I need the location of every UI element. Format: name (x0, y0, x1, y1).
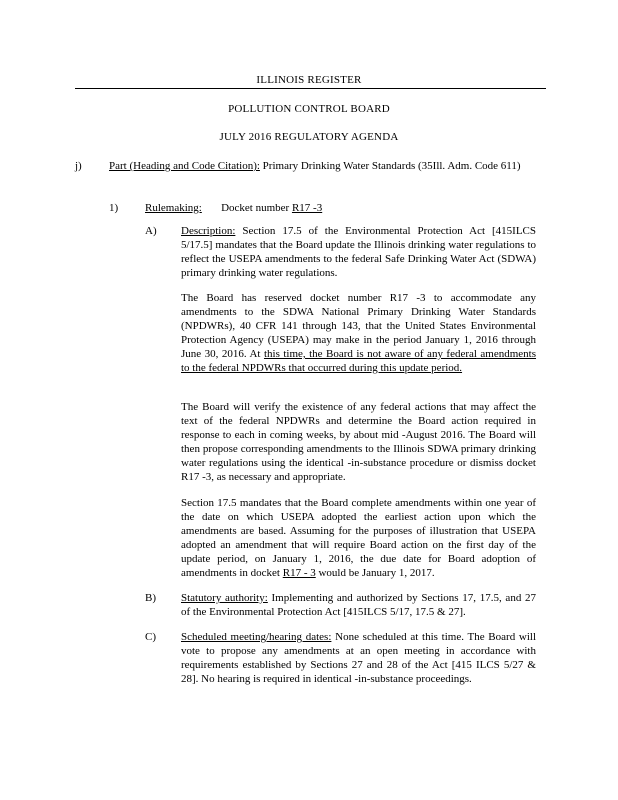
section-j-heading (109, 159, 536, 173)
B-label: Statutory authority: (181, 592, 268, 604)
part-label: Part (Heading and Code Citation): (109, 160, 260, 172)
rulemaking-label: Rulemaking: (145, 202, 202, 214)
C-label: Scheduled meeting/hearing dates: (181, 631, 332, 643)
C-marker: C) (145, 631, 156, 643)
A-para3: The Board will verify the existence of any federal actions that may affect the text of the federal NPDWRs and determine the Board action required in response to each in coming weeks, by about mid -August 2016. The Board will then propose corresponding amendments to the Illinois SDWA primary drinking water regulations using the identical -in-substance procedure or dismiss docket R17 -3, as necessary and appropriate. (181, 401, 536, 483)
C-text: None scheduled at this time. The Board will vote to propose any amendments at an open meeting in accordance with requirements established by Sections 27 and 28 of the Act [415 ILCS 5/27 & 28]. No hearing is required in identical -in-substance proceedings. (181, 631, 537, 685)
A-para4-text: Section 17.5 mandates that the Board complete amendments within one year of the date on which USEPA adopted the earliest action upon which the amendments are based. Assuming for the purposes of illustration that USEPA adopted an amendment that will require Board action on the first day of the update period, on January 1, 2016, the due date for Board adoption of amendments in docket (181, 497, 536, 579)
A-label: Description: (181, 225, 236, 237)
A-para2-underlined: this time, the Board is not aware of any federal amendments to the federal NPDWRs that occurred during this update period. (181, 348, 537, 374)
C-scheduled-dates (181, 630, 536, 686)
B-statutory-authority (181, 591, 536, 619)
A-para4-docket: R17 - 3 (282, 567, 316, 579)
rulemaking-line (145, 201, 445, 215)
register-title: ILLINOIS REGISTER (256, 74, 362, 86)
board-title: POLLUTION CONTROL BOARD (228, 103, 390, 115)
agenda-title: JULY 2016 REGULATORY AGENDA (219, 131, 399, 143)
A-para4 (181, 496, 536, 580)
part-text: Primary Drinking Water Standards (35Ill. Adm. Code 611) (262, 160, 521, 172)
B-text: Implementing and authorized by Sections 17, 17.5, and 27 of the Environmental Protection Act [415ILCS 5/17, 17.5 & 27]. (181, 592, 537, 618)
A-para1: Section 17.5 of the Environmental Protection Act [415ILCS 5/17.5] mandates that the Board update the Illinois drinking water regulations to reflect the USEPA amendments to the federal Safe Drinking Water Act (SDWA) primary drinking water regulations. (181, 225, 537, 279)
item-1-marker: 1) (109, 202, 119, 214)
docket-label: Docket number (221, 202, 290, 214)
docket-number: R17 -3 (291, 202, 323, 214)
A-para2 (181, 291, 536, 375)
A-description (181, 224, 536, 280)
A-para2-text: The Board has reserved docket number R17 -3 to accommodate any amendments to the SDWA National Primary Drinking Water Standards (NPDWRs), 40 CFR 141 through 143, that the United States Environmental Protection Agency (USEPA) may make in the period January 1, 2016 through June 30, 2016. At (181, 292, 536, 360)
B-marker: B) (145, 592, 156, 604)
header-rule (75, 88, 546, 89)
A-marker: A) (145, 225, 157, 237)
A-para4-tail: would be January 1, 2017. (315, 567, 435, 579)
section-j-marker: j) (75, 160, 82, 172)
